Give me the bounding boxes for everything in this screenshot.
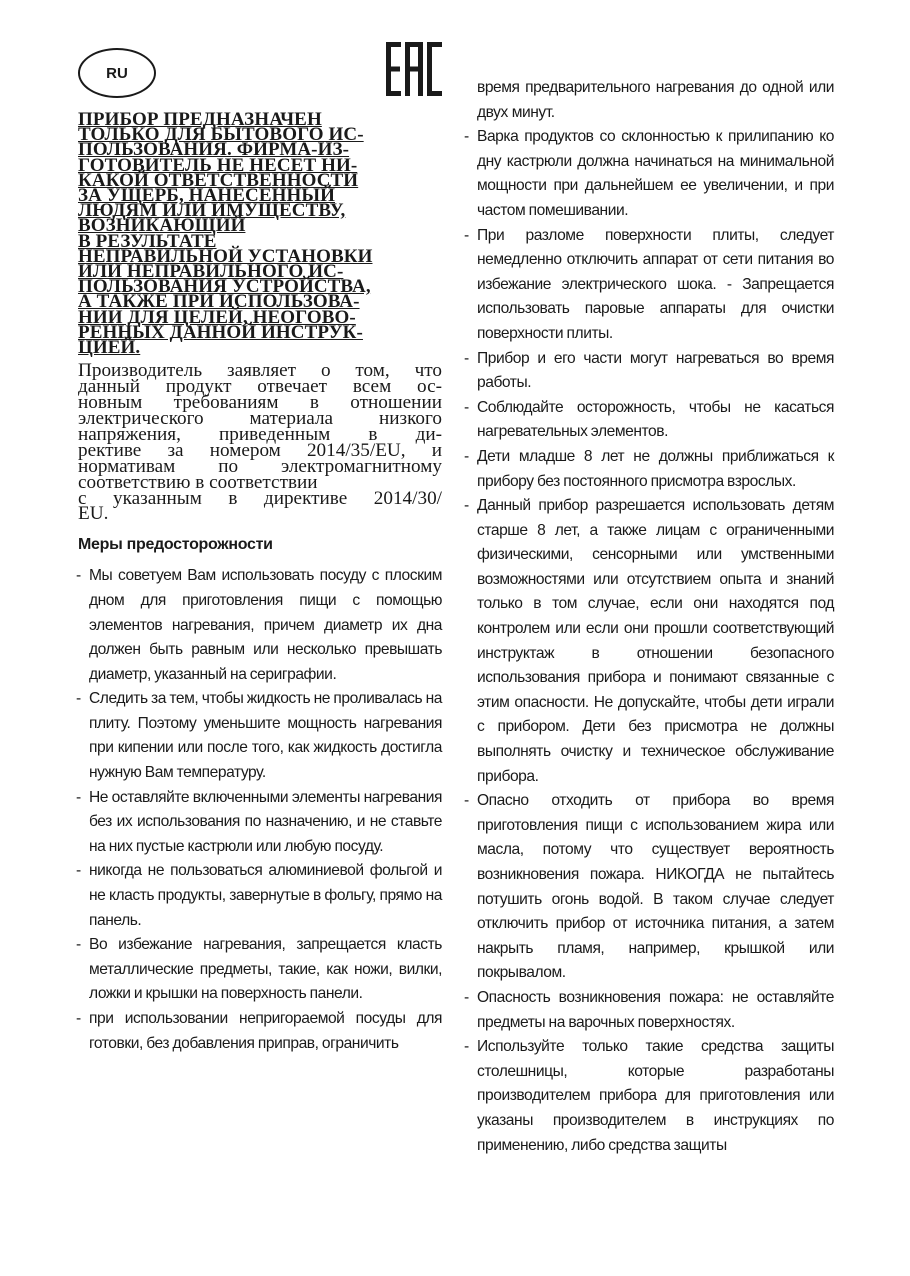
warning-line: КАКОЙ ОТВЕТСТВЕННОСТИ	[78, 169, 359, 191]
warning-line: ВОЗНИКАЮЩИЙ	[78, 215, 246, 237]
declaration-line: данный продукт отвечает всем ос-	[78, 376, 442, 398]
warning-line: ЗА УЩЕРБ, НАНЕСЕННЫЙ	[78, 185, 335, 207]
list-item: - Прибор и его части могут нагреваться во время работы.	[466, 347, 834, 396]
declaration-line: соответствию в соответствии	[78, 471, 318, 493]
declaration-line: электрического материала низкого	[78, 407, 442, 429]
warning-line: ПРИБОР ПРЕДНАЗНАЧЕН	[78, 109, 322, 130]
eac-certification-logo	[384, 40, 444, 98]
warning-line: ИЛИ НЕПРАВИЛЬНОГО ИС-	[78, 261, 344, 283]
warning-line: НИИ ДЛЯ ЦЕЛЕЙ, НЕОГОВО-	[78, 306, 356, 328]
warning-line: НЕПРАВИЛЬНОЙ УСТАНОВКИ	[78, 245, 373, 267]
declaration-line: нормативам по электромагнитному	[78, 455, 442, 477]
warning-line: ПОЛЬЗОВАНИЯ. ФИРМА-ИЗ-	[78, 139, 350, 161]
list-item: - Соблюдайте осторожность, чтобы не касаться нагревательных элементов.	[466, 396, 834, 445]
warning-line: ГОТОВИТЕЛЬ НЕ НЕСЕТ НИ-	[78, 154, 358, 176]
declaration-line: новным требованиям в отношении	[78, 392, 442, 414]
language-badge-label: RU	[106, 64, 128, 82]
conformity-declaration	[78, 360, 442, 525]
warning-line: ЦИЕЙ.	[78, 337, 141, 359]
list-item: - Дети младше 8 лет не должны приближаться к прибору без постоянного присмотра взрослых.	[466, 445, 834, 494]
list-item: - Мы советуем Вам использовать посуду с плоским дном для приготовления пищи с помощью элементов нагревания, причем диаметр их дна должен быть равным или несколько превышать диаметр, указанный на сериграфии.	[78, 564, 442, 687]
precautions-heading: Меры предосторожности	[78, 536, 273, 554]
list-item: - никогда не пользоваться алюминиевой фольгой и не класть продукты, завернутые в фольгу, прямо на панель.	[78, 859, 442, 933]
declaration-line: рективе за номером 2014/35/EU, и	[78, 439, 442, 461]
list-item: - Опасность возникновения пожара: не оставляйте предметы на варочных поверхностях.	[466, 986, 834, 1035]
list-item: - При разломе поверхности плиты, следует немедленно отключить аппарат от сети питания во избежание электрического шока. - Запрещается использовать паровые аппараты для очистки поверхности плиты.	[466, 224, 834, 347]
list-item: - Следить за тем, чтобы жидкость не проливалась на плиту. Поэтому уменьшите мощность нагревания при кипении или после того, как жидкость достигла нужную Вам температуру.	[78, 687, 442, 785]
precautions-list-right	[466, 125, 834, 1158]
list-item: - Опасно отходить от прибора во время приготовления пищи с использованием жира или масла, потому что существует вероятность возникновения пожара. НИКОГДА не пытайтесь потушить огонь водой. В таком случае следует отключить прибор от источника питания, а затем накрыть пламя, например, крышкой или покрывалом.	[466, 789, 834, 986]
list-item: - Используйте только такие средства защиты столешницы, которые разработаны производителем прибора для приготовления или указаны производителем в инструкциях по применению, либо средства защиты	[466, 1035, 834, 1158]
declaration-line: EU.	[78, 503, 109, 525]
left-column	[78, 109, 442, 1056]
warning-line: А ТАКЖЕ ПРИ ИСПОЛЬЗОВА-	[78, 291, 360, 313]
list-item: - Во избежание нагревания, запрещается класть металлические предметы, такие, как ножи, вилки, ложки и крышки на поверхность панели.	[78, 933, 442, 1007]
declaration-line: напряжения, приведенным в ди-	[78, 423, 442, 445]
list-item: - при использовании непригораемой посуды для готовки, без добавления приправ, ограничить	[78, 1007, 442, 1056]
precautions-list-left	[78, 564, 442, 1056]
list-item: - Не оставляйте включенными элементы нагревания без их использования по назначению, и не ставьте на них пустые кастрюли или любую посуду.	[78, 786, 442, 860]
declaration-line: Производитель заявляет о том, что	[78, 360, 442, 382]
warning-line: ПОЛЬЗОВАНИЯ УСТРОЙСТВА,	[78, 276, 371, 298]
warning-line: РЕННЫХ ДАННОЙ ИНСТРУК-	[78, 321, 363, 343]
list-item: - Варка продуктов со склонностью к прилипанию ко дну кастрюли должна начинаться на минимальной мощности при дальнейшем ее увеличении, и при частом помешивании.	[466, 125, 834, 223]
liability-warning	[78, 109, 442, 359]
warning-line: ТОЛЬКО ДЛЯ БЫТОВОГО ИС-	[78, 124, 364, 146]
list-item: - Данный прибор разрешается использовать детям старше 8 лет, а также лицам с ограниченными физическими, сенсорными или умственными возможностями или отсутствием опыта и знаний только в том случае, если они находятся под контролем или если они прошли соответствующий инструктаж в отношении безопасного использования прибора и понимают связанные с этим опасности. Не допускайте, чтобы дети играли с прибором. Дети без присмотра не должны выполнять очистку и техническое обслуживание прибора.	[466, 494, 834, 789]
warning-line: ЛЮДЯМ ИЛИ ИМУЩЕСТВУ,	[78, 200, 346, 222]
right-column	[466, 76, 834, 1158]
warning-line: В РЕЗУЛЬТАТЕ	[78, 230, 217, 252]
language-badge	[78, 48, 156, 98]
continued-text: время предварительного нагревания до одной или двух минут.	[477, 79, 834, 121]
declaration-line: с указанным в директиве 2014/30/	[78, 487, 442, 509]
